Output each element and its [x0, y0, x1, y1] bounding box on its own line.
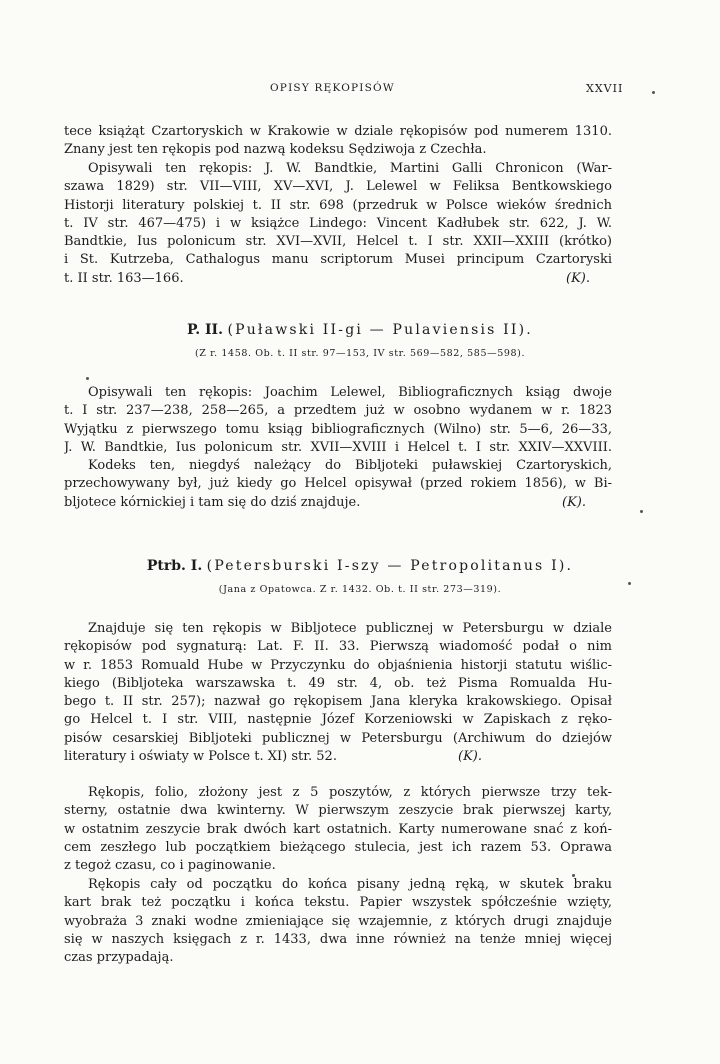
paragraph-4	[64, 457, 612, 512]
scan-speck	[640, 510, 643, 513]
text-line: Rękopis cały od początku do końca pisany jedną ręką, w skutek braku	[88, 877, 612, 892]
text-line: wyobraża 3 znaki wodne zmieniające się wzajemnie, z których drugi znajduje	[64, 913, 612, 929]
siglum: Ptrb. I.	[146, 558, 203, 574]
text-line: z tegoż czasu, co i paginowanie.	[64, 858, 276, 874]
scan-speck	[86, 377, 89, 380]
scan-speck	[572, 874, 575, 877]
text-line: Znajduje się ten rękopis w Bibljotece publicznej w Petersburgu w dziale	[88, 621, 612, 636]
text-line: i St. Kutrzeba, Cathalogus manu scriptorum Musei principum Czartoryski	[64, 252, 612, 268]
text-line: sterny, ostatnie dwa kwinterny. W pierwszym zeszycie brak pierwszej karty,	[64, 803, 612, 819]
scan-speck	[628, 582, 631, 585]
text-line: J. W. Bandtkie, Ius polonicum str. XVII—XVIII i Helcel t. I str. XXIV—XXVIII.	[64, 439, 612, 455]
scan-speck	[652, 91, 655, 94]
text-line: przechowywany był, już kiedy go Helcel opisywał (przed rokiem 1856), w Bi-	[64, 476, 612, 492]
text-line: cem zeszłego lub początkiem bieżącego stulecia, jest ich razem 53. Oprawa	[64, 839, 612, 855]
text-line	[64, 270, 612, 288]
text-line: Opisywali ten rękopis: J. W. Bandtkie, Martini Galli Chronicon (War-	[88, 161, 612, 176]
paragraph-7	[64, 876, 612, 967]
section-subheading-ptrb1: (Jana z Opatowca. Z r. 1432. Ob. t. II str. 273—319).	[218, 584, 502, 595]
text-line: rękopisów pod sygnaturą: Lat. F. II. 33. Pierwszą wiadomość podał o nim	[64, 639, 612, 655]
text-line	[64, 748, 612, 766]
text-line: kart brak też początku i końca tekstu. Papier wszystek spółcześnie wzięty,	[64, 895, 612, 911]
text-line: bego t. II str. 257); nazwał go rękopisem Jana kleryka krakowskiego. Opisał	[64, 694, 612, 710]
text-line	[64, 494, 612, 512]
text-line: t. I str. 237—238, 258—265, a przedtem już w osobno wydanem w r. 1823	[64, 403, 612, 419]
text-line: go Helcel t. I str. VIII, następnie Józef Korzeniowski w Zapiskach z ręko-	[64, 712, 612, 728]
text-line: kiego (Bibljoteka warszawska t. 49 str. 4, ob. też Pisma Romualda Hu-	[64, 675, 612, 691]
section-heading-ptrb1	[0, 558, 720, 574]
paragraph-1	[64, 123, 612, 160]
text-line-content: literatury i oświaty w Polsce t. XI) str. 52.	[64, 749, 337, 765]
section-heading-p2	[0, 322, 720, 338]
text-line-content: bljotece kórnickiej i tam się do dziś znajduje.	[64, 494, 361, 510]
text-line: Wyjątku z pierwszego tomu ksiąg bibliograficznych (Wilno) str. 5—6, 26—33,	[64, 421, 612, 437]
text-line: Opisywali ten rękopis: Joachim Lelewel, Bibliograficznych ksiąg dwoje	[88, 385, 612, 400]
text-line: w ostatnim zeszycie brak dwóch kart ostatnich. Karty numerowane snać z koń-	[64, 821, 612, 837]
text-line: pisów cesarskiej Bibljoteki publicznej w Petersburgu (Archiwum do dziejów	[64, 730, 612, 746]
text-line: Znany jest ten rękopis pod nazwą kodeksu Sędziwoja z Czechła.	[64, 142, 487, 158]
section-name: (Puławski II-gi — Pulaviensis II).	[227, 322, 533, 338]
paragraph-6	[64, 784, 612, 875]
page-number: XXVII	[586, 82, 624, 95]
paragraph-5	[64, 620, 612, 766]
text-line: tece książąt Czartoryskich w Krakowie w dziale rękopisów pod numerem 1310.	[64, 124, 612, 139]
section-subheading-p2: (Z r. 1458. Ob. t. II str. 97—153, IV str. 569—582, 585—598).	[194, 348, 526, 359]
text-line: Historji literatury polskiej t. II str. 698 (przedruk w Polsce wieków średnich	[64, 197, 612, 213]
text-line: się w naszych księgach z r. 1433, dwa inne również na tenże mniej więcej	[64, 931, 612, 947]
text-line: Rękopis, folio, złożony jest z 5 poszytów, z których pierwsze trzy tek-	[88, 785, 612, 800]
reference-marker: (K).	[566, 270, 590, 286]
paragraph-2	[64, 160, 612, 288]
paragraph-3	[64, 384, 612, 457]
reference-marker: (K).	[458, 749, 482, 765]
text-line-content: t. II str. 163—166.	[64, 270, 184, 286]
running-title: OPISY RĘKOPISÓW	[270, 82, 395, 94]
section-name: (Petersburski I-szy — Petropolitanus I).	[206, 558, 574, 574]
siglum: P. II.	[187, 322, 223, 338]
text-line: Kodeks ten, niegdyś należący do Bibljoteki puławskiej Czartoryskich,	[88, 458, 612, 473]
text-line: czas przypadają.	[64, 950, 174, 966]
text-line: w r. 1853 Romuald Hube w Przyczynku do objaśnienia historji statutu wiślic-	[64, 657, 612, 673]
text-line: Bandtkie, Ius polonicum str. XVI—XVII, Helcel t. I str. XXII—XXIII (krótko)	[64, 234, 612, 250]
text-line: szawa 1829) str. VII—VIII, XV—XVI, J. Lelewel w Feliksa Bentkowskiego	[64, 179, 612, 195]
reference-marker: (K).	[562, 494, 586, 510]
text-line: t. IV str. 467—475) i w książce Lindego: Vincent Kadłubek str. 622, J. W.	[64, 215, 612, 231]
